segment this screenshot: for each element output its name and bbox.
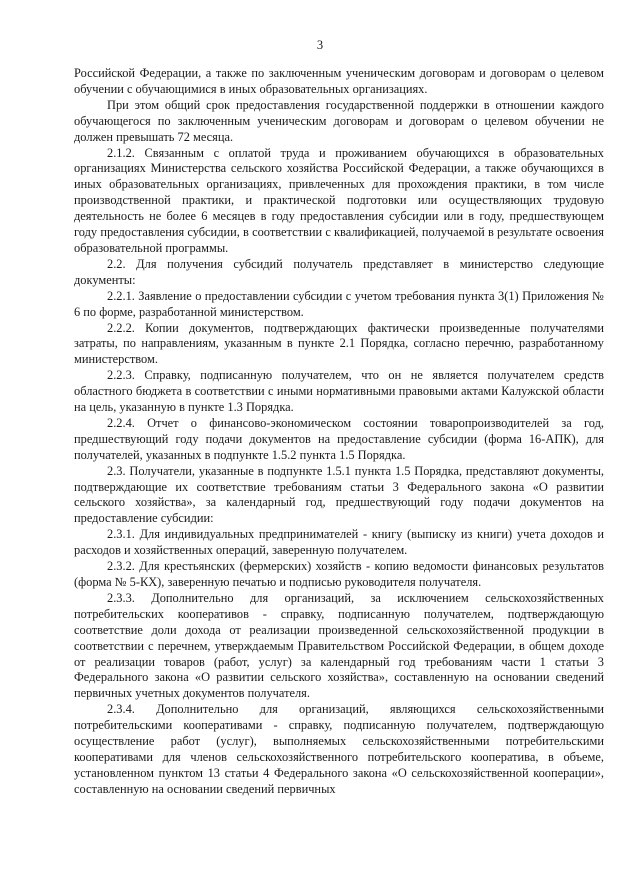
paragraph-2-2-4: 2.2.4. Отчет о финансово-экономическом состоянии товаропроизводителей за год, предшествующий году подачи документов на предоставление субсидии (форма 16-АПК), для получателей, указанных в подпункте 1.5.2 пункта 1.5 Порядка. <box>74 415 604 462</box>
paragraph-2-2: 2.2. Для получения субсидий получатель представляет в министерство следующие документы: <box>74 256 604 287</box>
paragraph-2-3-3: 2.3.3. Дополнительно для организаций, за исключением сельскохозяйственных потребительских кооперативов - справку, подписанную получателем, подтверждающую соответствие доли дохода от реализации произведенной сельскохозяйственной продукции в соответствии с перечнем, утверждаемым Правительством Российской Федерации, в общем доходе от реализации товаров (работ, услуг) за календарный год требованиям части 1 статьи 3 Федерального закона «О развитии сельского хозяйства», составленную на основании сведений первичных учетных документов получателя. <box>74 590 604 701</box>
paragraph-2-3: 2.3. Получатели, указанные в подпункте 1.5.1 пункта 1.5 Порядка, представляют документы, подтверждающие их соответствие требованиям статьи 3 Федерального закона «О развитии сельского хозяйства», за календарный год, предшествующий году подачи документов на предоставление субсидии: <box>74 463 604 526</box>
paragraph-support-term: При этом общий срок предоставления государственной поддержки в отношении каждого обучающегося по заключенным ученическим договорам и договорам о целевом обучении не должен превышать 72 месяца. <box>74 97 604 144</box>
paragraph-continuation: Российской Федерации, а также по заключенным ученическим договорам и договорам о целевом обучении с обучающимися в иных образовательных организациях. <box>74 66 604 96</box>
page-number: 3 <box>316 38 324 52</box>
paragraph-2-1-2: 2.1.2. Связанным с оплатой труда и проживанием обучающихся в образовательных организациях Министерства сельского хозяйства Российской Федерации, а также обучающихся в иных образовательных организациях, привлеченных для прохождения практики, в том числе производственной практики, и практической подготовки или осуществляющих трудовую деятельность не более 6 месяцев в году предоставления субсидии или в году, предшествующем году предоставления субсидии, в соответствии с квалификацией, получаемой в результате освоения образовательной программы. <box>74 145 604 255</box>
paragraph-2-2-1: 2.2.1. Заявление о предоставлении субсидии с учетом требования пункта 3(1) Приложения № 6 по форме, разработанной министерством. <box>74 288 604 319</box>
paragraph-2-3-2: 2.3.2. Для крестьянских (фермерских) хозяйств - копию ведомости финансовых результатов (форма № 5-КХ), заверенную печатью и подписью руководителя получателя. <box>74 559 604 589</box>
paragraph-2-2-2: 2.2.2. Копии документов, подтверждающих фактически произведенные получателями затраты, по направлениям, указанным в пункте 2.1 Порядка, согласно перечню, разработанному министерством. <box>74 320 604 367</box>
document-body <box>74 66 604 798</box>
paragraph-2-3-1: 2.3.1. Для индивидуальных предпринимателей - книгу (выписку из книги) учета доходов и расходов и хозяйственных операций, заверенную получателем. <box>74 527 604 558</box>
paragraph-2-3-4: 2.3.4. Дополнительно для организаций, являющихся сельскохозяйственными потребительскими кооперативами - справку, подписанную получателем, подтверждающую осуществление работ (услуг), выполняемых сельскохозяйственными потребительскими кооперативами для членов сельскохозяйственного потребительского кооператива, в объеме, установленном пунктом 13 статьи 4 Федерального закона «О сельскохозяйственной кооперации», составленную на основании сведений первичных <box>74 702 604 796</box>
paragraph-2-2-3: 2.2.3. Справку, подписанную получателем, что он не является получателем средств областного бюджета в соответствии с иными нормативными правовыми актами Калужской области на цель, указанную в пункте 1.3 Порядка. <box>74 368 604 415</box>
